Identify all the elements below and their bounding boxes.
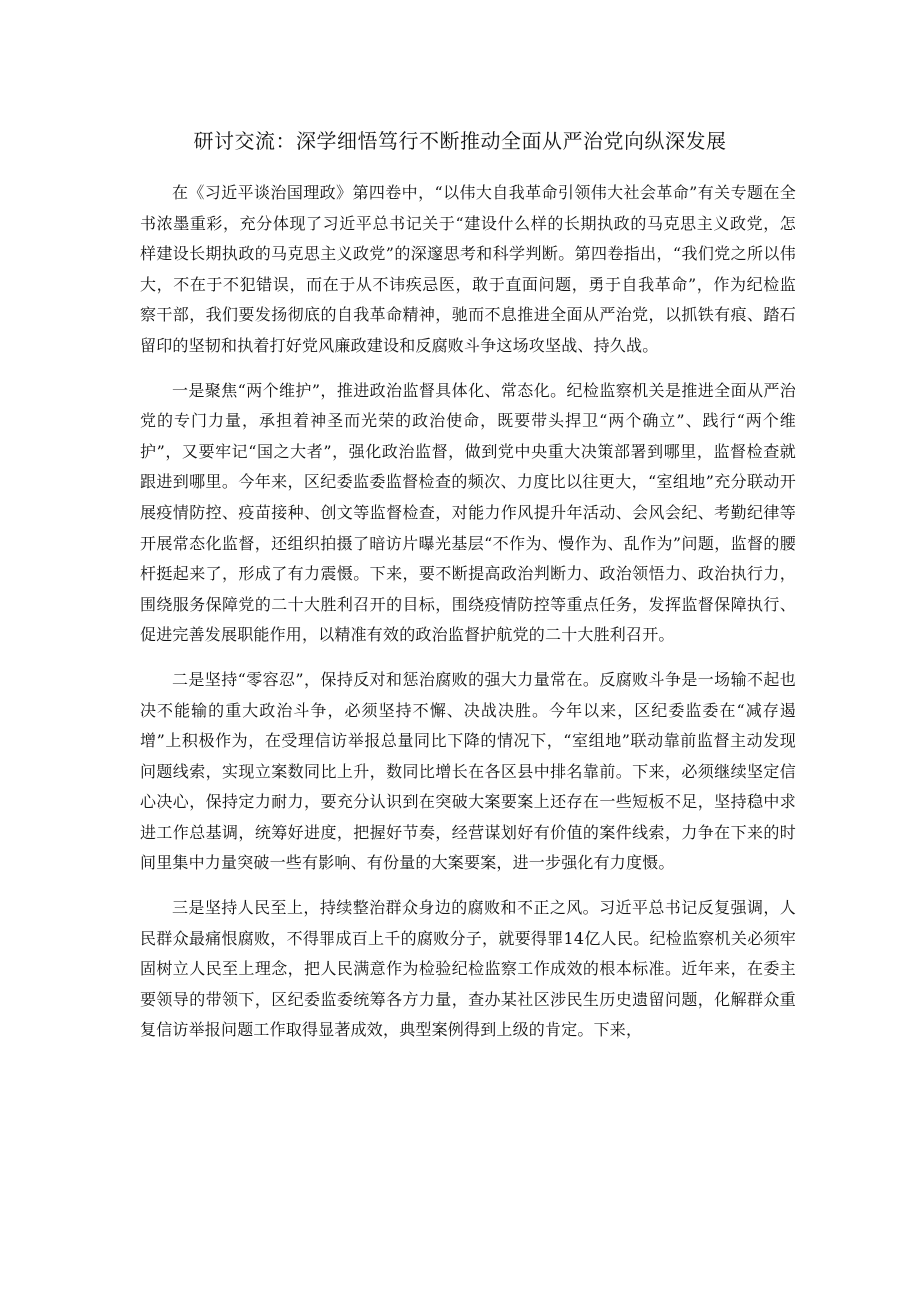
- paragraph-point-two: 二是坚持“零容忍”，保持反对和惩治腐败的强大力量常在。反腐败斗争是一场输不起也决不能输的重大政治斗争，必须坚持不懈、决战决胜。今年以来，区纪委监委在“减存遏增”上积极作为，在受理信访举报总量同比下降的情况下，“室组地”联动靠前监督主动发现问题线索，实现立案数同比上升，数同比增长在各区县中排名靠前。下来，必须继续坚定信心决心，保持定力耐力，要充分认识到在突破大案要案上还存在一些短板不足，坚持稳中求进工作总基调，统筹好进度，把握好节奏，经营谋划好有价值的案件线索，力争在下来的时间里集中力量突破一些有影响、有份量的大案要案，进一步强化有力度慑。: [140, 669, 796, 873]
- paragraph-point-three: 三是坚持人民至上，持续整治群众身边的腐败和不正之风。习近平总书记反复强调，人民群众最痛恨腐败，不得罪成百上千的腐败分子，就要得罪14亿人民。纪检监察机关必须牢固树立人民至上理念，把人民满意作为检验纪检监察工作成效的根本标准。近年来，在委主要领导的带领下，区纪委监委统筹各方力量，查办某社区涉民生历史遗留问题，化解群众重复信访举报问题工作取得显著成效，典型案例得到上级的肯定。下来，: [140, 898, 796, 1040]
- paragraph-intro: 在《习近平谈治国理政》第四卷中，“以伟大自我革命引领伟大社会革命”有关专题在全书浓墨重彩，充分体现了习近平总书记关于“建设什么样的长期执政的马克思主义政党，怎样建设长期执政的马克思主义政党”的深邃思考和科学判断。第四卷指出，“我们党之所以伟大，不在于不犯错误，而在于从不讳疾忌医，敢于直面问题，勇于自我革命”，作为纪检监察干部，我们要发扬彻底的自我革命精神，驰而不息推进全面从严治党，以抓铁有痕、踏石留印的坚韧和执着打好党风廉政建设和反腐败斗争这场攻坚战、持久战。: [140, 183, 796, 355]
- paragraph-point-one: 一是聚焦“两个维护”，推进政治监督具体化、常态化。纪检监察机关是推进全面从严治党的专门力量，承担着神圣而光荣的政治使命，既要带头捍卫“两个确立”、践行“两个维护”，又要牢记“国之大者”，强化政治监督，做到党中央重大决策部署到哪里，监督检查就跟进到哪里。今年来，区纪委监委监督检查的频次、力度比以往更大，“室组地”充分联动开展疫情防控、疫苗接种、创文等监督检查，对能力作风提升年活动、会风会纪、考勤纪律等开展常态化监督，还组织拍摄了暗访片曝光基层“不作为、慢作为、乱作为”问题，监督的腰杆挺起来了，形成了有力震慑。下来，要不断提高政治判断力、政治领悟力、政治执行力，围绕服务保障党的二十大胜利召开的目标，围绕疫情防控等重点任务，发挥监督保障执行、促进完善发展职能作用，以精准有效的政治监督护航党的二十大胜利召开。: [140, 380, 796, 645]
- document-body: [140, 178, 796, 1060]
- document-title: 研讨交流：深学细悟笃行不断推动全面从严治党向纵深发展: [193, 129, 727, 153]
